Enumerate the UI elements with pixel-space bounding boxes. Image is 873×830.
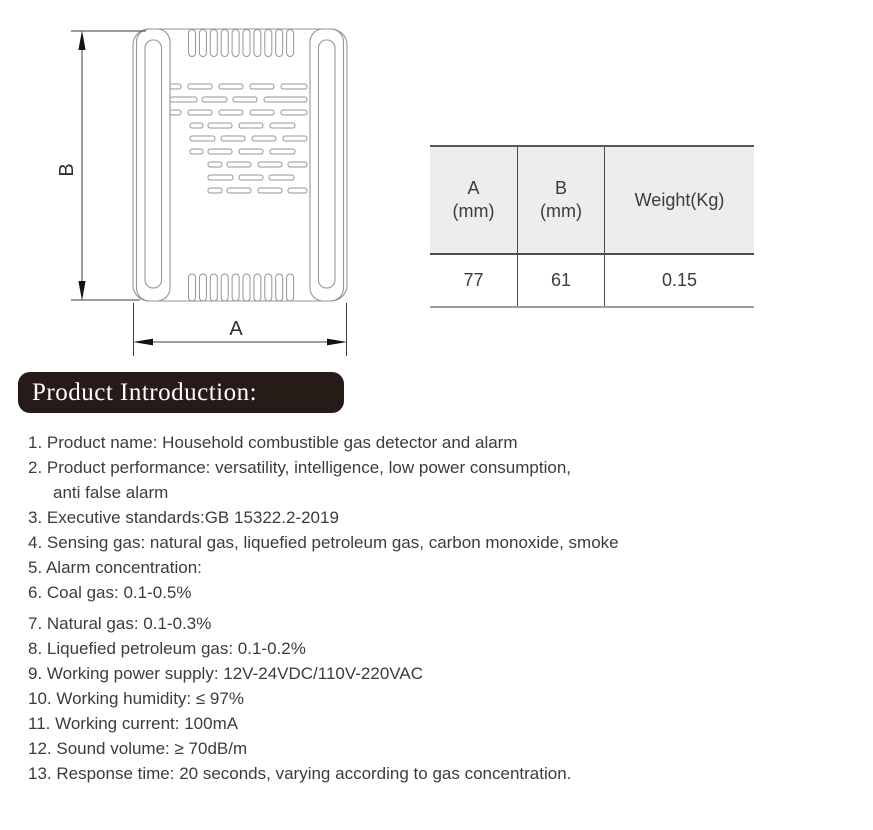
spec-list-line: 6. Coal gas: 0.1-0.5% (28, 583, 192, 602)
spec-list-line: anti false alarm (53, 483, 169, 502)
spec-list-line: 4. Sensing gas: natural gas, liquefied petroleum gas, carbon monoxide, smoke (28, 533, 619, 552)
spec-list-line: 10. Working humidity: ≤ 97% (28, 689, 244, 708)
spec-list-line: 1. Product name: Household combustible gas detector and alarm (28, 433, 518, 452)
value-a-mm: 77 (430, 254, 518, 307)
spec-list-line: 3. Executive standards:GB 15322.2-2019 (28, 508, 339, 527)
spec-list-line: 9. Working power supply: 12V-24VDC/110V-220VAC (28, 664, 423, 683)
table-value-row (430, 254, 754, 307)
header-a-unit: (mm) (452, 201, 495, 221)
header-cell-weight (605, 146, 755, 254)
dim-a-label: A (229, 318, 243, 340)
spec-list-line: 8. Liquefied petroleum gas: 0.1-0.2% (28, 639, 306, 658)
dimensions-table (430, 145, 754, 308)
spec-list-line: 7. Natural gas: 0.1-0.3% (28, 614, 212, 633)
product-introduction-header (18, 372, 344, 413)
spec-list (28, 430, 858, 786)
spec-list-line: 2. Product performance: versatility, intelligence, low power consumption, (28, 458, 571, 477)
device-body (133, 29, 347, 301)
dim-b-label: B (56, 163, 78, 177)
value-weight: 0.15 (605, 254, 755, 307)
table-header-row (430, 146, 754, 254)
dimension-a-arrow (133, 303, 347, 356)
header-cell-a-mm (430, 146, 518, 254)
value-b-mm: 61 (518, 254, 605, 307)
header-a-letter: A (467, 178, 480, 198)
spec-list-line: 11. Working current: 100mA (28, 714, 239, 733)
header-cell-b-mm (518, 146, 605, 254)
header-b-letter: B (554, 178, 567, 198)
header-b-unit: (mm) (540, 201, 582, 221)
spec-list-line: 13. Response time: 20 seconds, varying according to gas concentration. (28, 764, 572, 783)
spec-list-line: 12. Sound volume: ≥ 70dB/m (28, 739, 248, 758)
product-introduction-title: Product Introduction: (32, 378, 258, 406)
spec-list-line: 5. Alarm concentration: (28, 558, 202, 577)
header-weight-label: Weight(Kg) (634, 189, 725, 210)
device-dimension-diagram (0, 0, 400, 365)
